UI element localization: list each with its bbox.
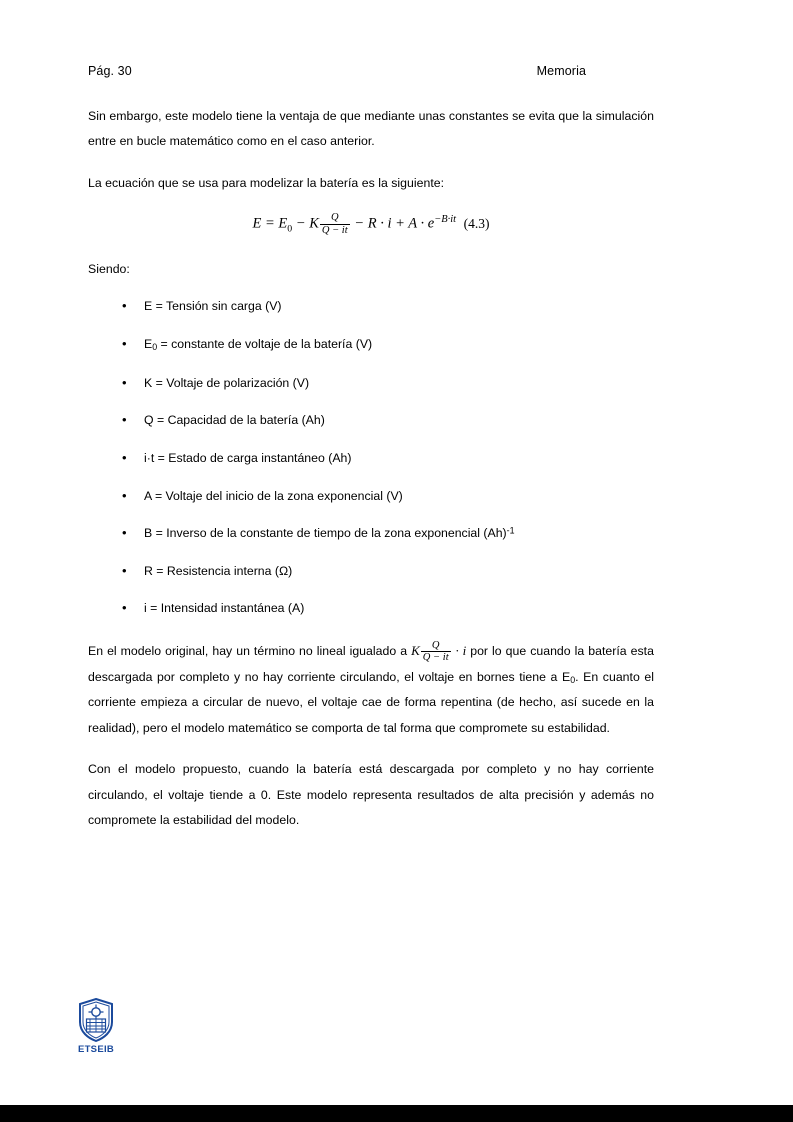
eq-plus: + [395,215,405,232]
eq-fraction-numerator: Q [330,212,339,224]
page-number-label: Pág. 30 [88,64,132,78]
paragraph-proposed-model: Con el modelo propuesto, cuando la batería está descargada por completo y no hay corriente circulando, el voltaje tiende a 0. Este modelo representa resultados de alta precisión y además no compromete la estabilidad del modelo. [88,762,654,828]
definition-text: E = Tensión sin carga (V) [144,299,282,314]
eq-minus-2: − [354,215,365,232]
list-item [88,525,654,542]
eq-minus-1: − [295,215,306,232]
definition-text: A = Voltaje del inicio de la zona exponencial (V) [144,488,403,503]
list-item [88,298,654,315]
definition-text: i·t = Estado de carga instantáneo (Ah) [144,450,352,465]
list-item [88,600,654,617]
paragraph-part-1: En el modelo original, hay un término no lineal igualado a [88,643,412,658]
etseib-logo [66,998,126,1055]
page-header [88,64,654,78]
eq-r: R [367,215,377,232]
paragraph-part-2: por lo que cuando la batería esta descargada por completo y no hay corriente circulando, el voltaje en bornes tiene a E [88,643,654,684]
eq-dot-2: · [420,215,425,232]
list-item [88,412,654,429]
eq-e: e [427,215,435,232]
eq-e0-sub: 0 [287,223,293,235]
inline-eq-dot: · [455,642,459,658]
inline-eq-denominator: Q − it [422,652,449,664]
paragraph-siendo: Siendo: [88,261,130,276]
logo-label: ETSEIB [77,1044,115,1055]
equation-number: (4.3) [463,215,490,231]
inline-eq-fraction [421,640,451,665]
list-item [88,375,654,392]
eq-fraction [320,212,350,237]
definition-text: Q = Capacidad de la batería (Ah) [144,413,325,428]
eq-lhs: E [252,215,262,232]
paragraph-part-3: . En cuanto el corriente empieza a circular de nuevo, el voltaje cae de forma repentina (de hecho, así sucede en la realidad), pero el modelo matemático se comporta de tal forma que compromete su estabilidad. [88,669,654,735]
list-item [88,563,654,580]
paragraph-equation-lead: La ecuación que se usa para modelizar la batería es la siguiente: [88,175,445,190]
definition-text: i = Intensidad instantánea (A) [144,601,305,616]
list-item [88,488,654,505]
inline-equation [411,639,467,664]
definition-text-after: = constante de voltaje de la batería (V) [157,336,373,351]
eq-equals: = [264,215,275,232]
definition-text: K = Voltaje de polarización (V) [144,375,310,390]
inline-eq-k: K [411,642,420,658]
eq-dot-1: · [380,215,384,232]
list-item [88,450,654,467]
definition-text: E [144,336,153,351]
definition-superscript: -1 [506,525,515,536]
definition-text: R = Resistencia interna (Ω) [144,563,293,578]
section-label: Memoria [536,64,586,78]
eq-exponent: −B·it [434,214,457,226]
inline-eq-i: i [462,642,467,658]
definition-subscript: 0 [152,341,158,352]
bottom-black-bar [0,1105,793,1122]
paragraph-subscript: 0 [570,674,576,685]
page-content [88,64,654,850]
paragraph-intro: Sin embargo, este modelo tiene la ventaja de que mediante unas constantes se evita que la simulación entre en bucle matemático como en el caso anterior. [88,109,654,149]
eq-fraction-denominator: Q − it [321,225,348,237]
eq-a: A [408,215,417,232]
definition-text: B = Inverso de la constante de tiempo de la zona exponencial (Ah) [144,526,507,541]
list-item [88,336,654,354]
equation-4-3 [88,212,654,237]
eq-i: i [387,215,392,232]
eq-e0: E [278,215,288,232]
equation-expression [252,212,489,237]
university-seal-icon [77,998,115,1042]
paragraph-original-model [88,638,654,741]
eq-k: K [309,215,319,232]
definitions-list [88,298,654,617]
inline-eq-numerator: Q [431,639,440,651]
